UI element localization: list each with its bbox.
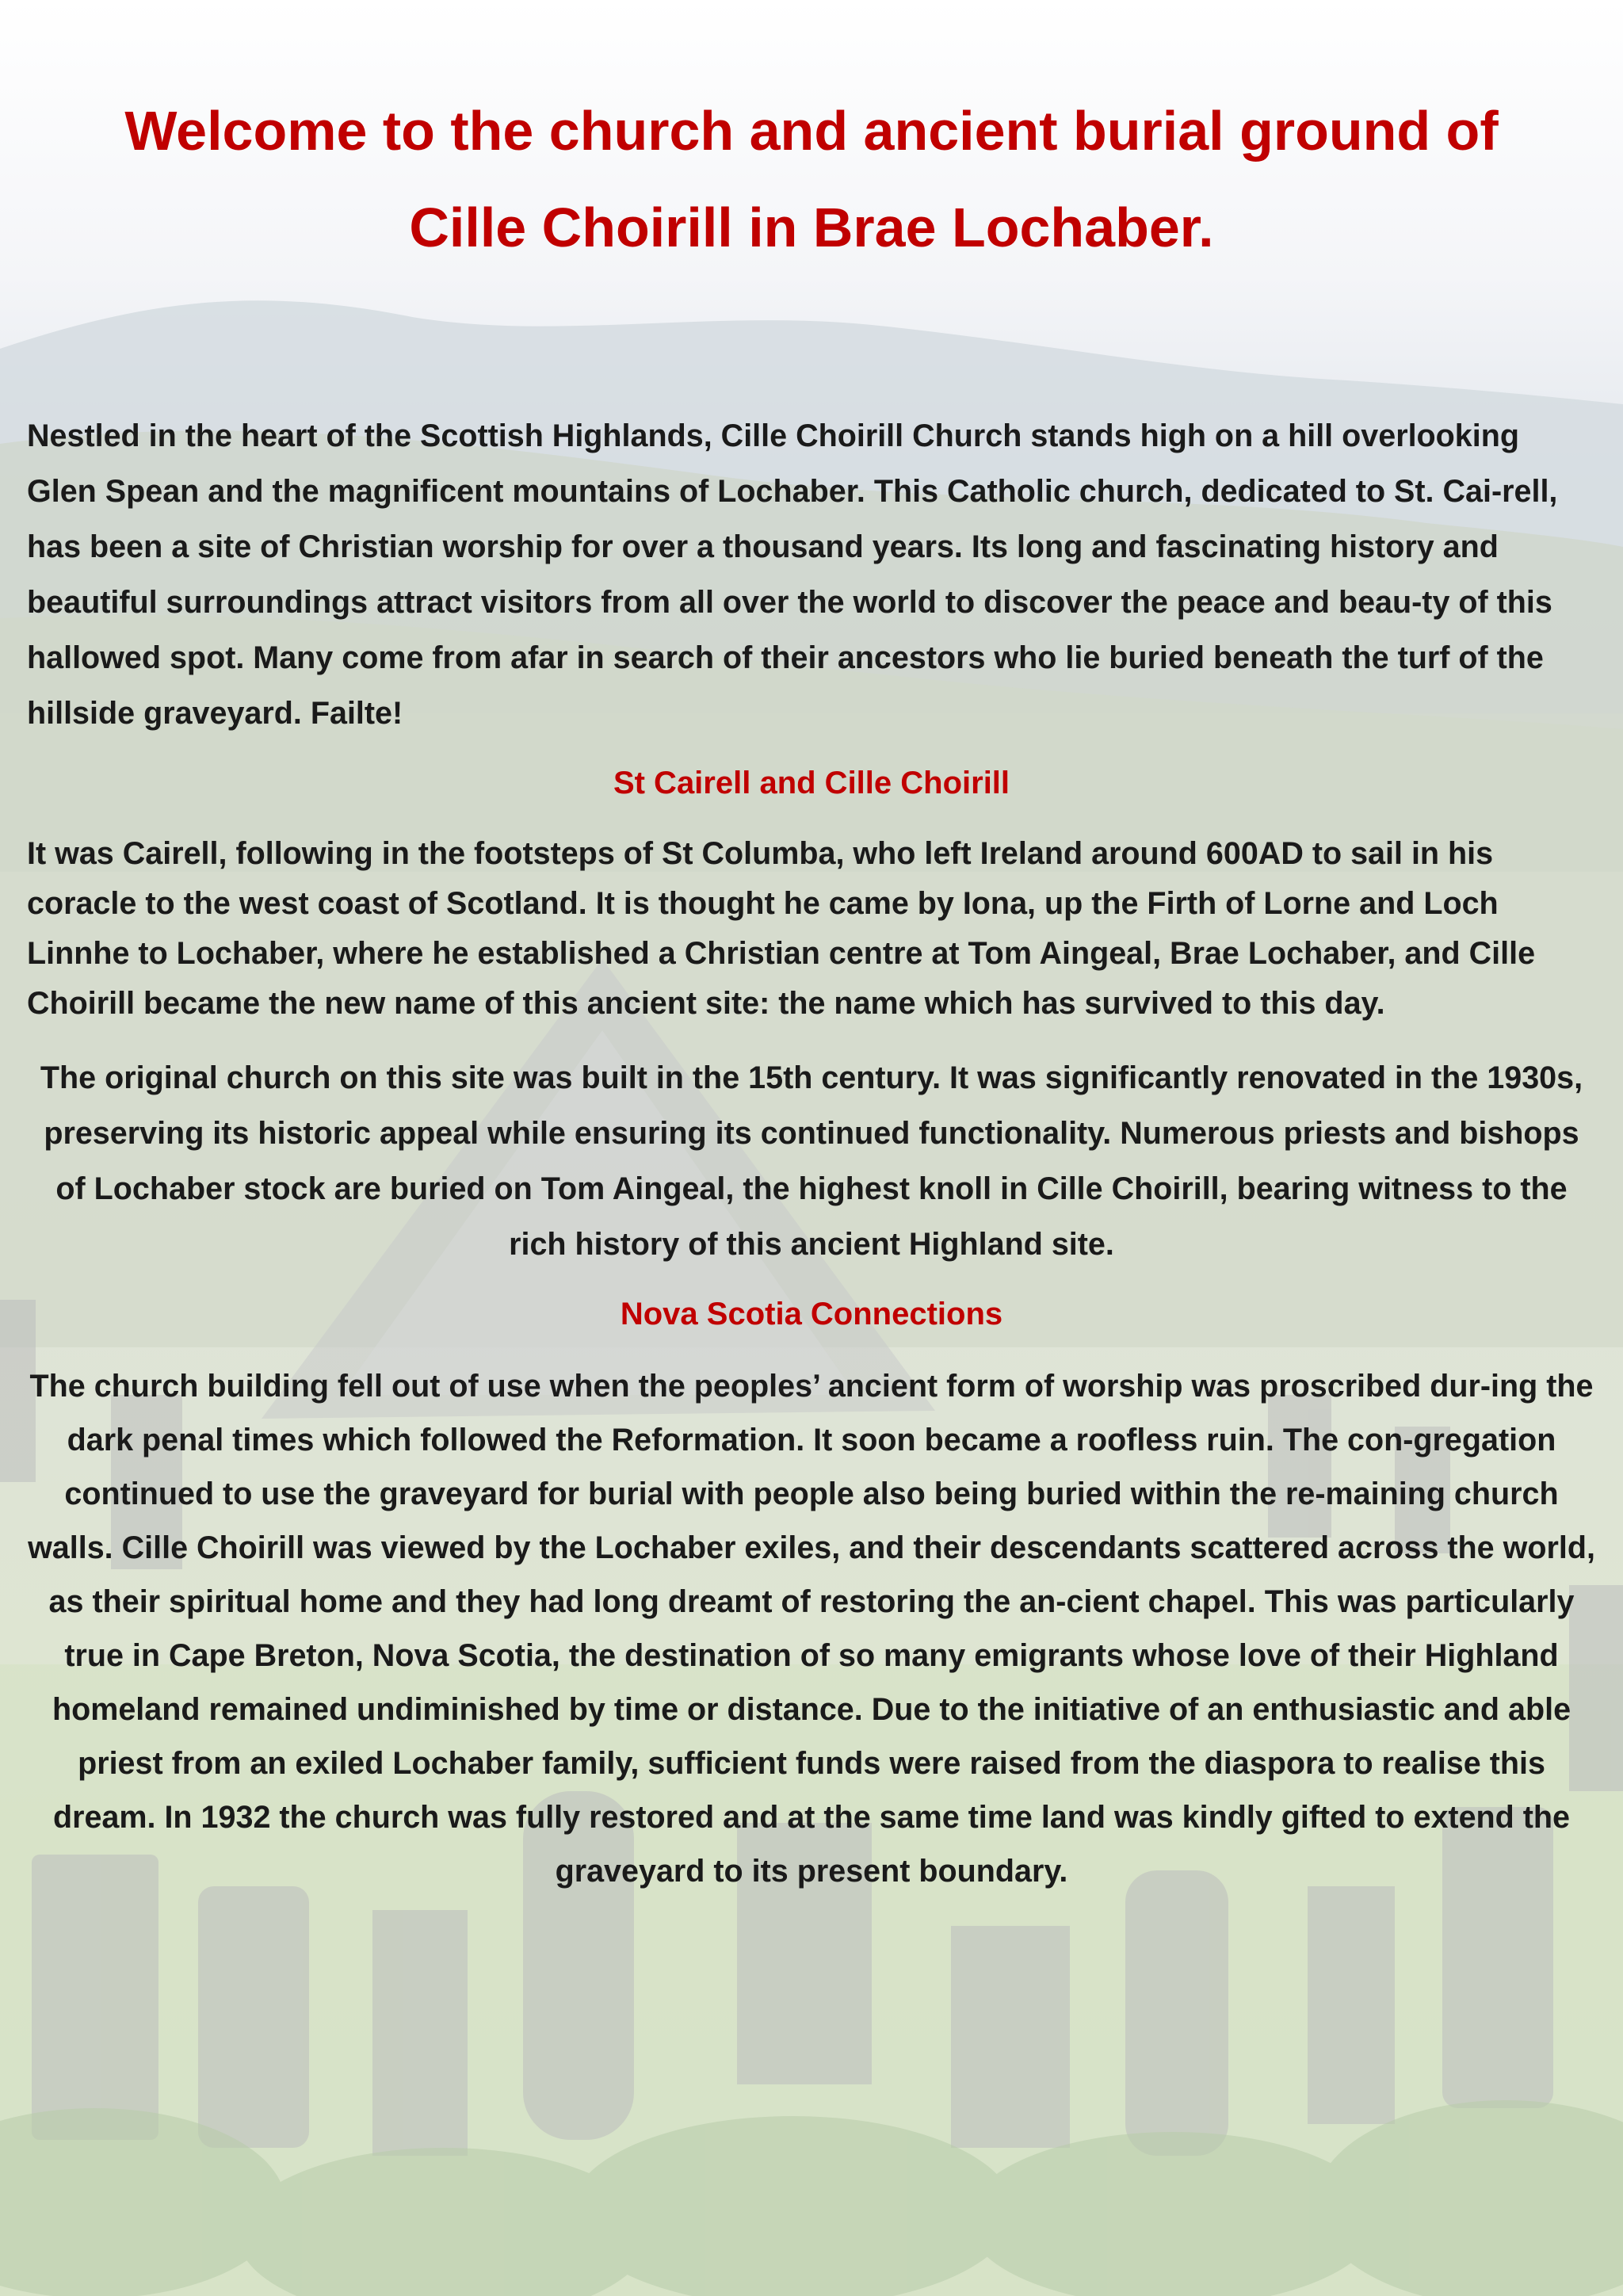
cairell-paragraph: It was Cairell, following in the footsteps of St Columba, who left Ireland around 600AD to sail in his coracle to the west coast of Scotland. It is thought he came by Iona, up the Firth of Lorne and Loch Linnhe to Lochaber, where he established a Christian centre at Tom Aingeal, Brae Lochaber, and Cille Choirill became the new name of this ancient site: the name which has survived to this day. bbox=[27, 836, 1536, 1021]
section-heading-nova-scotia: Nova Scotia Connections bbox=[620, 1297, 1003, 1331]
page-title bbox=[48, 82, 1575, 276]
section-heading-st-cairell: St Cairell and Cille Choirill bbox=[613, 766, 1010, 800]
nova-scotia-paragraph: The church building fell out of use when the peoples’ ancient form of worship was proscribed dur-ing the dark penal times which followed the Reformation. It soon became a roofless ruin. The con-gregation continued to use the graveyard for burial with people also being buried within the re-maining church walls. Cille Choirill was viewed by the Lochaber exiles, and their descendants scattered across the world, as their spiritual home and they had long dreamt of restoring the an-cient chapel. This was particularly true in Cape Breton, Nova Scotia, the destination of so many emigrants whose love of their Highland homeland remained undiminished by time or distance. Due to the initiative of an enthusiastic and able priest from an exiled Lochaber family, sufficient funds were raised from the diaspora to realise this dream. In 1932 the church was fully restored and at the same time land was kindly gifted to extend the graveyard to its present boundary. bbox=[28, 1369, 1595, 1889]
intro-paragraph: Nestled in the heart of the Scottish Highlands, Cille Choirill Church stands high on a hill overlooking Glen Spean and the magnificent mountains of Lochaber. This Catholic church, dedicated to St. Cai-rell, has been a site of Christian worship for over a thousand years. Its long and fascinating history and beautiful surroundings attract visitors from all over the world to discover the peace and beau-ty of this hallowed spot. Many come from afar in search of their ancestors who lie buried beneath the turf of the hillside graveyard. Failte! bbox=[27, 418, 1558, 731]
title-line-1: Welcome to the church and ancient burial ground of bbox=[124, 100, 1499, 162]
title-line-2: Cille Choirill in Brae Lochaber. bbox=[409, 197, 1214, 258]
original-church-paragraph: The original church on this site was built in the 15th century. It was significantly renovated in the 1930s, preserving its historic appeal while ensuring its continued functionality. Numerous priests and bishops of Lochaber stock are buried on Tom Aingeal, the highest knoll in Cille Choirill, bearing witness to the rich history of this ancient Highland site. bbox=[40, 1060, 1583, 1262]
